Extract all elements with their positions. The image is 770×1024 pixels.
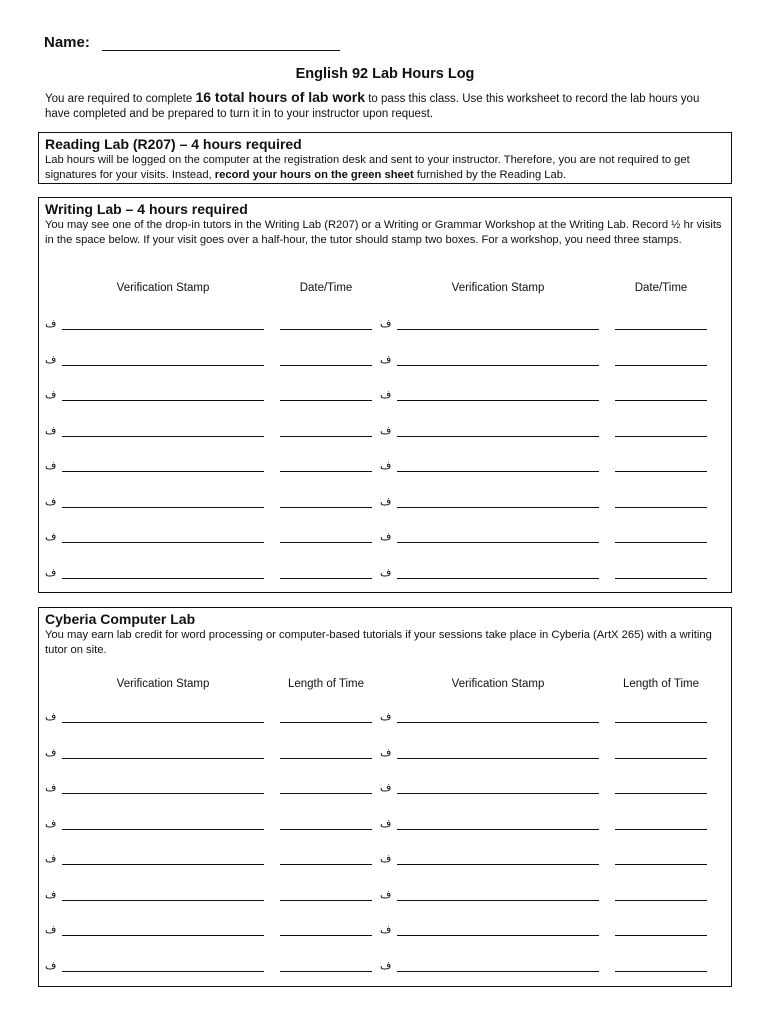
writing-stamp-line[interactable]: [397, 578, 599, 579]
writing-row-bullet: ف: [380, 566, 392, 579]
writing-row-bullet: ف: [380, 389, 392, 401]
cyberia-stamp-line[interactable]: [397, 935, 599, 936]
writing-time-line[interactable]: [615, 436, 707, 437]
cyberia-stamp-line[interactable]: [397, 971, 599, 972]
cyberia-row-bullet: ف: [380, 924, 392, 936]
writing-col-header-time: Date/Time: [634, 282, 688, 294]
cyberia-row-bullet: ف: [380, 782, 392, 794]
cyberia-row-bullet: ف: [45, 853, 57, 865]
cyberia-col-header-time: Length of Time: [622, 678, 700, 690]
document-title: English 92 Lab Hours Log: [295, 66, 475, 82]
cyberia-col-header-time: Length of Time: [287, 678, 365, 690]
cyberia-time-line[interactable]: [615, 900, 707, 901]
writing-stamp-line[interactable]: [62, 329, 264, 330]
cyberia-stamp-line[interactable]: [62, 722, 264, 723]
cyberia-time-line[interactable]: [280, 864, 372, 865]
cyberia-time-line[interactable]: [280, 722, 372, 723]
cyberia-time-line[interactable]: [615, 935, 707, 936]
writing-time-line[interactable]: [615, 542, 707, 543]
cyberia-time-line[interactable]: [615, 971, 707, 972]
intro-paragraph: [45, 90, 725, 122]
writing-row-bullet: ف: [45, 531, 57, 543]
reading-lab-title: Reading Lab (R207) – 4 hours required: [45, 136, 302, 152]
writing-time-line[interactable]: [615, 365, 707, 366]
writing-row-bullet: ف: [45, 566, 57, 579]
cyberia-time-line[interactable]: [280, 758, 372, 759]
writing-time-line[interactable]: [615, 578, 707, 579]
intro-text-pre: You are required to complete: [45, 93, 196, 105]
reading-lab-text: [45, 153, 725, 183]
writing-time-line[interactable]: [280, 400, 372, 401]
writing-row-bullet: ف: [45, 353, 57, 366]
writing-time-line[interactable]: [280, 507, 372, 508]
cyberia-stamp-line[interactable]: [397, 864, 599, 865]
cyberia-row-bullet: ف: [45, 817, 57, 830]
writing-time-line[interactable]: [280, 542, 372, 543]
writing-stamp-line[interactable]: [62, 471, 264, 472]
cyberia-stamp-line[interactable]: [62, 829, 264, 830]
writing-lab-title: Writing Lab – 4 hours required: [45, 201, 248, 217]
writing-row-bullet: ف: [380, 318, 392, 330]
cyberia-row-bullet: ف: [45, 888, 57, 901]
writing-stamp-line[interactable]: [397, 329, 599, 330]
writing-col-header-stamp: Verification Stamp: [451, 282, 545, 294]
cyberia-col-header-stamp: Verification Stamp: [451, 678, 545, 690]
cyberia-time-line[interactable]: [280, 900, 372, 901]
cyberia-stamp-line[interactable]: [397, 793, 599, 794]
cyberia-stamp-line[interactable]: [62, 793, 264, 794]
cyberia-row-bullet: ف: [45, 959, 57, 972]
writing-row-bullet: ف: [380, 531, 392, 543]
reading-lab-text-post: furnished by the Reading Lab.: [413, 169, 567, 181]
writing-row-bullet: ف: [380, 353, 392, 366]
cyberia-row-bullet: ف: [45, 711, 57, 723]
cyberia-row-bullet: ف: [380, 853, 392, 865]
writing-stamp-line[interactable]: [397, 436, 599, 437]
writing-stamp-line[interactable]: [62, 365, 264, 366]
cyberia-row-bullet: ف: [380, 817, 392, 830]
intro-text-post: to pass this class. Use this worksheet to record the lab hours you have completed and be prepared to turn it in to your instructor upon request.: [45, 93, 700, 120]
writing-stamp-line[interactable]: [62, 507, 264, 508]
cyberia-stamp-line[interactable]: [397, 722, 599, 723]
cyberia-time-line[interactable]: [615, 829, 707, 830]
cyberia-time-line[interactable]: [615, 864, 707, 865]
writing-stamp-line[interactable]: [62, 436, 264, 437]
cyberia-stamp-line[interactable]: [397, 900, 599, 901]
cyberia-time-line[interactable]: [615, 722, 707, 723]
cyberia-stamp-line[interactable]: [62, 864, 264, 865]
cyberia-stamp-line[interactable]: [62, 971, 264, 972]
writing-row-bullet: ف: [45, 318, 57, 330]
writing-time-line[interactable]: [280, 365, 372, 366]
writing-row-bullet: ف: [45, 460, 57, 472]
writing-time-line[interactable]: [280, 436, 372, 437]
cyberia-row-bullet: ف: [45, 782, 57, 794]
cyberia-stamp-line[interactable]: [397, 758, 599, 759]
cyberia-row-bullet: ف: [380, 959, 392, 972]
reading-lab-text-bold: record your hours on the green sheet: [214, 169, 414, 181]
writing-row-bullet: ف: [45, 389, 57, 401]
writing-time-line[interactable]: [615, 329, 707, 330]
writing-time-line[interactable]: [615, 507, 707, 508]
writing-col-header-time: Date/Time: [299, 282, 353, 294]
reading-lab-section: [38, 132, 732, 184]
writing-time-line[interactable]: [280, 578, 372, 579]
cyberia-time-line[interactable]: [280, 935, 372, 936]
cyberia-row-bullet: ف: [45, 746, 57, 759]
writing-row-bullet: ف: [45, 424, 57, 437]
name-label: Name:: [44, 34, 90, 51]
cyberia-time-line[interactable]: [280, 793, 372, 794]
cyberia-time-line[interactable]: [280, 829, 372, 830]
writing-stamp-line[interactable]: [62, 542, 264, 543]
writing-stamp-line[interactable]: [62, 578, 264, 579]
writing-time-line[interactable]: [280, 329, 372, 330]
cyberia-lab-title: Cyberia Computer Lab: [45, 611, 196, 627]
cyberia-stamp-line[interactable]: [397, 829, 599, 830]
writing-stamp-line[interactable]: [397, 400, 599, 401]
cyberia-stamp-line[interactable]: [62, 900, 264, 901]
writing-stamp-line[interactable]: [397, 507, 599, 508]
cyberia-stamp-line[interactable]: [62, 758, 264, 759]
cyberia-time-line[interactable]: [280, 971, 372, 972]
writing-stamp-line[interactable]: [62, 400, 264, 401]
cyberia-row-bullet: ف: [380, 711, 392, 723]
writing-row-bullet: ف: [380, 460, 392, 472]
cyberia-row-bullet: ف: [45, 924, 57, 936]
cyberia-time-line[interactable]: [615, 758, 707, 759]
writing-row-bullet: ف: [380, 495, 392, 508]
writing-lab-text: You may see one of the drop-in tutors in the Writing Lab (R207) or a Writing or Grammar Workshop at the Writing Lab. Record ½ hr visits in the space below. If your visit goes over a half-hour, the tutor should stamp two boxes. For a workshop, you need three stamps.: [45, 219, 722, 246]
name-field-line[interactable]: [102, 50, 340, 51]
writing-time-line[interactable]: [280, 471, 372, 472]
cyberia-row-bullet: ف: [380, 746, 392, 759]
writing-row-bullet: ف: [380, 424, 392, 437]
writing-stamp-line[interactable]: [397, 542, 599, 543]
reading-lab-text-pre: Lab hours will be logged on the computer at the registration desk and sent to your instructor. Therefore, you are not required to get signatures for your visits. Instead,: [45, 154, 690, 181]
cyberia-lab-text: You may earn lab credit for word processing or computer-based tutorials if your sessions take place in Cyberia (ArtX 265) with a writing tutor on site.: [45, 629, 712, 656]
writing-col-header-stamp: Verification Stamp: [116, 282, 210, 294]
cyberia-col-header-stamp: Verification Stamp: [116, 678, 210, 690]
writing-stamp-line[interactable]: [397, 365, 599, 366]
writing-stamp-line[interactable]: [397, 471, 599, 472]
cyberia-stamp-line[interactable]: [62, 935, 264, 936]
cyberia-time-line[interactable]: [615, 793, 707, 794]
writing-time-line[interactable]: [615, 471, 707, 472]
intro-text-bold: 16 total hours of lab work: [195, 89, 366, 105]
writing-time-line[interactable]: [615, 400, 707, 401]
writing-row-bullet: ف: [45, 495, 57, 508]
cyberia-row-bullet: ف: [380, 888, 392, 901]
